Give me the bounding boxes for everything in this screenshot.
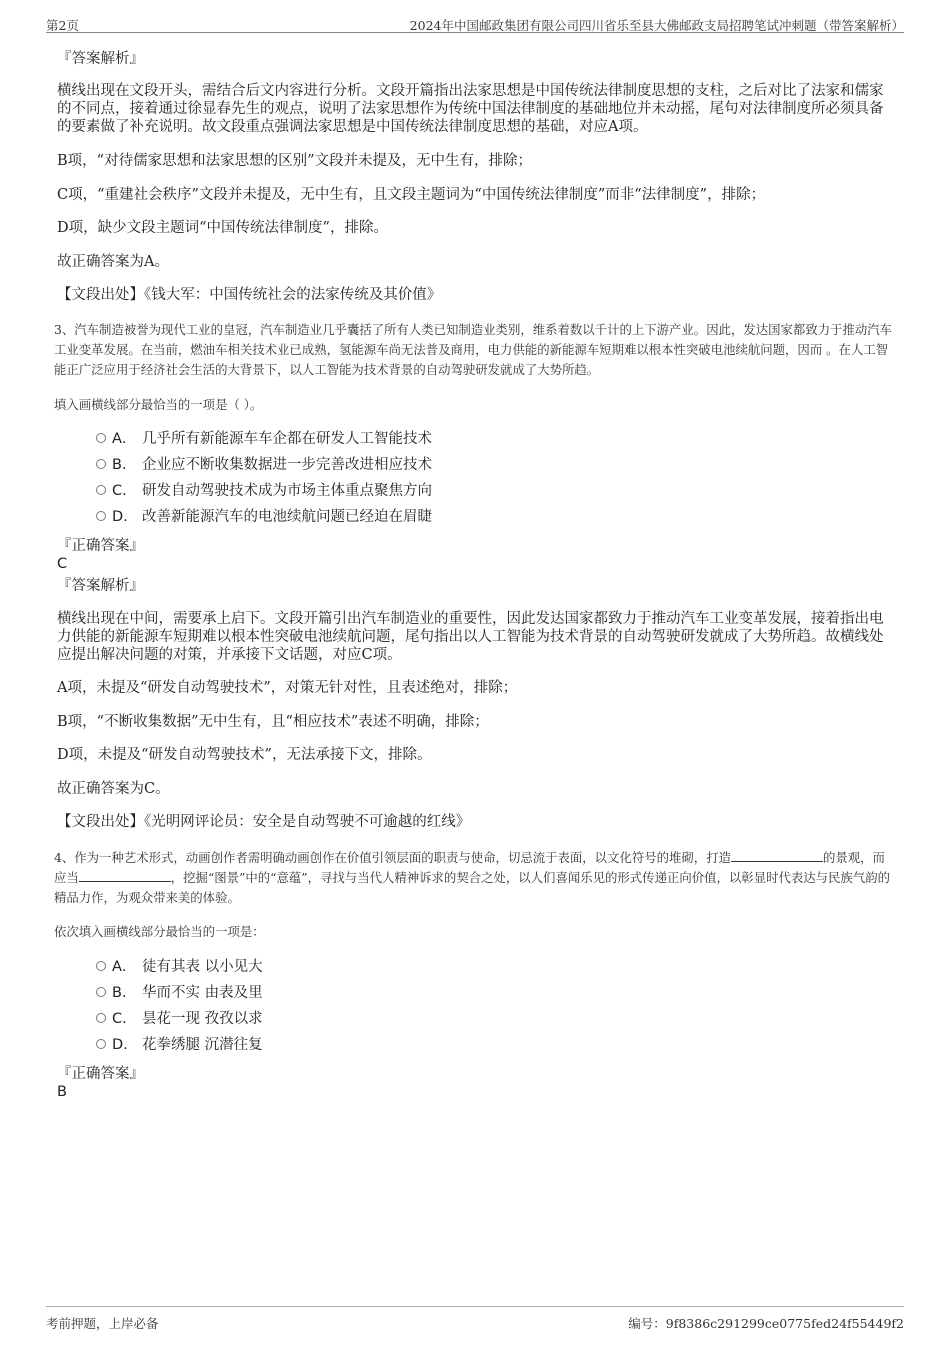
- radio-icon[interactable]: [96, 511, 106, 521]
- q2-conclusion: 故正确答案为A。: [57, 254, 169, 270]
- q2-analysis-option-c: C项，“重建社会秩序”文段并未提及，无中生有，且文段主题词为“中国传统法律制度”而非“法律制度”，排除；: [57, 187, 766, 203]
- q3-analysis-paragraph: 横线出现在中间，需要承上启下。文段开篇引出汽车制造业的重要性，因此发达国家都致力于推动汽车工业变革发展，接着指出电力供能的新能源车短期难以根本性突破电池续航问题，尾句指出以人工智能为技术背景的自动驾驶研发就成了大势所趋。故横线处应提出解决问题的对策，并承接下文话题，对应C项。: [57, 611, 884, 663]
- radio-icon[interactable]: [96, 1013, 106, 1023]
- q4-option-d[interactable]: [96, 1035, 263, 1055]
- radio-icon[interactable]: [96, 433, 106, 443]
- option-letter: B.: [112, 457, 127, 473]
- fill-blank-2: [79, 869, 171, 882]
- radio-icon[interactable]: [96, 459, 106, 469]
- q4-option-c[interactable]: [96, 1009, 263, 1029]
- q3-option-c[interactable]: [96, 481, 432, 501]
- q3-source: 【文段出处】《光明网评论员：安全是自动驾驶不可逾越的红线》: [57, 814, 471, 830]
- option-text: 研发自动驾驶技术成为市场主体重点聚焦方向: [142, 483, 432, 499]
- document-title: 2024年中国邮政集团有限公司四川省乐至县大佛邮政支局招聘笔试冲刺题（带答案解析）: [409, 18, 904, 33]
- option-text: 花拳绣腿 沉潜往复: [142, 1037, 263, 1053]
- q4-stem: [54, 848, 896, 908]
- option-text: 华而不实 由表及里: [142, 985, 263, 1001]
- q4-stem-part-2: 的景观，而应当: [54, 850, 885, 885]
- q2-analysis-option-b: B项，“对待儒家思想和法家思想的区别”文段并未提及，无中生有，排除；: [57, 153, 532, 169]
- option-letter: B.: [112, 985, 127, 1001]
- q2-analysis-option-d: D项，缺少文段主题词“中国传统法律制度”，排除。: [57, 220, 388, 236]
- q3-analysis-option-d: D项，未提及“研发自动驾驶技术”，无法承接下文，排除。: [57, 747, 432, 763]
- option-letter: A．: [112, 431, 137, 447]
- q2-analysis-paragraph: 横线出现在文段开头，需结合后文内容进行分析。文段开篇指出法家思想是中国传统法律制度思想的支柱，之后对比了法家和儒家的不同点，接着通过徐显春先生的观点，说明了法家思想作为传统中国法律制度的基础地位并未动摇，尾句对法律制度所必须具备的要素做了补充说明。故文段重点强调法家思想是中国传统法律制度思想的基础，对应A项。: [57, 83, 884, 135]
- radio-icon[interactable]: [96, 485, 106, 495]
- page-number: 第2页: [46, 18, 79, 33]
- option-letter: C.: [112, 1011, 127, 1027]
- q3-stem: 3、汽车制造被誉为现代工业的皇冠，汽车制造业几乎囊括了所有人类已知制造业类别，维系着数以千计的上下游产业。因此，发达国家都致力于推动汽车工业变革发展。在当前，燃油车相关技术业已成熟，氢能源车尚无法普及商用，电力供能的新能源车短期难以根本性突破电池续航问题，因而 。在人工智能正广泛应用于经济社会生活的大背景下，以人工智能为技术背景的自动驾驶研发就成了大势所趋。: [54, 322, 893, 377]
- q3-analysis-option-b: B项，“不断收集数据”无中生有，且“相应技术”表述不明确，排除；: [57, 714, 489, 730]
- q2-analysis-label: 『答案解析』: [57, 51, 144, 67]
- radio-icon[interactable]: [96, 1039, 106, 1049]
- page-header: [46, 12, 904, 33]
- q3-option-d[interactable]: [96, 507, 432, 527]
- q2-source: 【文段出处】《钱大军：中国传统社会的法家传统及其价值》: [57, 287, 442, 303]
- option-letter: D.: [112, 1037, 128, 1053]
- document-id: 编号：9f8386c291299ce0775fed24f55449f2: [628, 1316, 904, 1331]
- option-letter: D.: [112, 509, 128, 525]
- q4-option-b[interactable]: [96, 983, 263, 1003]
- q3-prompt: 填入画横线部分最恰当的一项是（ ）。: [54, 397, 263, 412]
- radio-icon[interactable]: [96, 987, 106, 997]
- q4-stem-part-1: 4、作为一种艺术形式，动画创作者需明确动画创作在价值引领层面的职责与使命，切忌流于表面，以文化符号的堆砌，打造: [54, 850, 731, 865]
- option-letter: C.: [112, 483, 127, 499]
- q3-option-a[interactable]: [96, 429, 432, 449]
- q3-analysis-label: 『答案解析』: [57, 578, 144, 594]
- page-footer: [46, 1306, 904, 1333]
- option-text: 企业应不断收集数据进一步完善改进相应技术: [142, 457, 432, 473]
- footer-slogan: 考前押题，上岸必备: [46, 1316, 159, 1331]
- q3-analysis-option-a: A项，未提及“研发自动驾驶技术”，对策无针对性，且表述绝对，排除；: [57, 680, 518, 696]
- option-text: 徒有其表 以小见大: [142, 959, 263, 975]
- option-text: 昙花一现 孜孜以求: [142, 1011, 263, 1027]
- option-text: 改善新能源汽车的电池续航问题已经迫在眉睫: [142, 509, 432, 525]
- q3-option-b[interactable]: [96, 455, 432, 475]
- radio-icon[interactable]: [96, 961, 106, 971]
- q4-prompt: 依次填入画横线部分最恰当的一项是：: [54, 924, 265, 939]
- option-letter: A．: [112, 959, 137, 975]
- option-text: 几乎所有新能源车车企都在研发人工智能技术: [142, 431, 432, 447]
- q4-answer: B: [57, 1084, 67, 1100]
- q3-conclusion: 故正确答案为C。: [57, 781, 170, 797]
- fill-blank-1: [731, 849, 823, 862]
- q4-answer-label: 『正确答案』: [57, 1066, 144, 1082]
- q4-stem-part-3: ，挖掘“图景”中的“意蕴”，寻找与当代人精神诉求的契合之处，以人们喜闻乐见的形式传递正向价值，以彰显时代表达与民族气韵的精品力作，为观众带来美的体验。: [54, 870, 890, 905]
- q3-answer: C: [57, 556, 68, 572]
- q3-answer-label: 『正确答案』: [57, 538, 144, 554]
- q4-option-a[interactable]: [96, 957, 263, 977]
